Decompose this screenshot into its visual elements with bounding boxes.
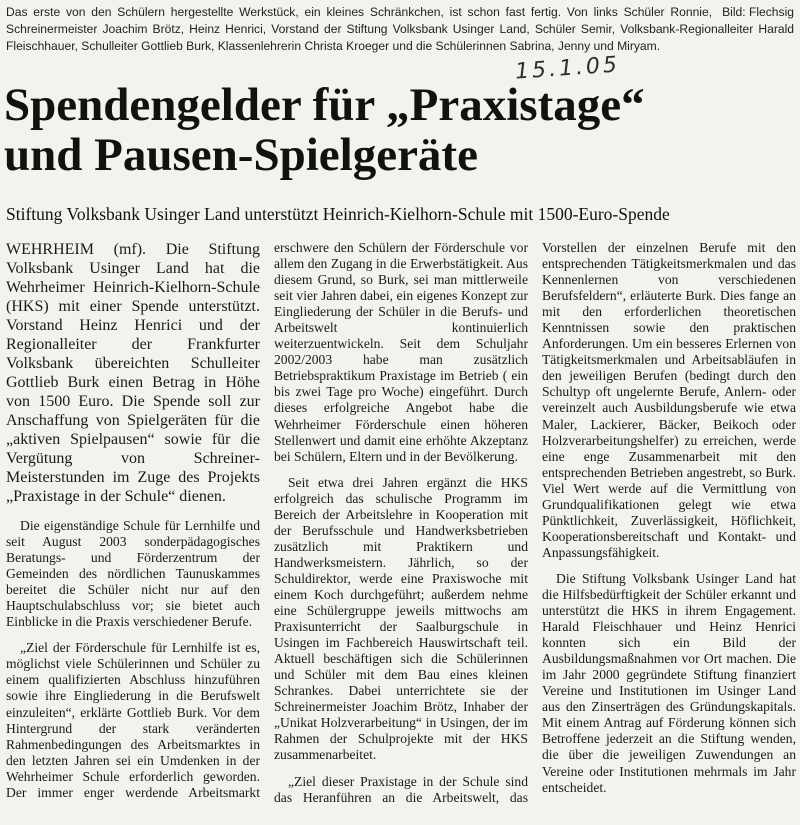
- photo-credit: Bild: Flechsig: [722, 5, 794, 19]
- lead-text: Die Stiftung Volksbank Usinger Land hat die Wehrheimer Heinrich-Kielhorn-Schule (HKS) mit einer Spende unterstützt. Vorstand Heinz Henrici und der Regionalleiter der Frankfurter Volksbank übereichten Schulleiter Gottlieb Burk einen Betrag in Höhe von 1500 Euro. Die Spende soll zur Anschaffung von Spielgeräten für die „aktiven Spielpausen“ sowie für die Vergütung von Schreiner-Meisterstunden im Zuge des Projekts „Praxistage in der Schule“ dienen.: [6, 241, 261, 505]
- photo-caption: [6, 4, 794, 55]
- headline: [4, 80, 796, 180]
- article-paragraph: Die Stiftung Volksbank Usinger Land hat die Hilfsbedürftigkeit der Schüler erkannt und unterstützt die HKS in ihrem Engagement. Harald Fleischhauer und Heinz Henrici konnten sich ein Bild der Ausbildungsmaßnahmen vor Ort machen. Die im Jahr 2000 gegründete Stiftung finanziert Vereine und Institutionen im Usinger Land aus den Zinserträgen des Gründungskapitals. Mit einem Antrag auf Förderung können sich Betroffene jederzeit an die Stiftung wenden, die über die jeweiligen Zuwendungen an Vereine oder Institutionen mehrmals im Jahr entscheidet.: [542, 570, 796, 795]
- caption-text: Das erste von den Schülern hergestellte Werkstück, ein kleines Schränkchen, ist schon fast fertig. Von links Schüler Ronnie, Schreinermeister Joachim Brötz, Heinz Henrici, Vorstand der Stiftung Volksbank Usinger Land, Schüler Semir, Volksbank-Regionalleiter Harald Fleischhauer, Schulleiter Gottlieb Burk, Klassenlehrerin Christa Kroeger und die Schülerinnen Sabrina, Jenny und Miryam.: [6, 5, 794, 53]
- article-paragraph: Seit etwa drei Jahren ergänzt die HKS erfolgreich das schulische Programm im Bereich der Arbeitslehre in Kooperation mit der Berufsschule und Handwerksbetrieben zusätzlich mit Praktikern und Handwerksmeistern. Jährlich, so der Schuldirektor, werde eine Praxiswoche mit einem Koch durchgeführt; außerdem nehme eine Schülergruppe jeweils mittwochs am Praxisunterricht der Saalburgschule in Usingen im Fachbereich Hauswirtschaft teil. Aktuell beschäftigen sich die Schülerinnen und Schüler mit dem Bau eines kleinen Schrankes. Dabei unterrichtete sie der Schreinermeister Joachim Brötz, Inhaber der „Unikat Holzverarbeitung“ in Usingen, der im Rahmen der Schulprojekte mit der HKS zusammenarbeitet.: [274, 474, 528, 763]
- lead-paragraph: [6, 240, 260, 506]
- headline-line-2: und Pausen-Spielgeräte: [4, 129, 478, 181]
- article-paragraph: „Ziel der Förderschule für Lernhilfe ist es, möglichst viele Schülerinnen und Schüler zu einem qualifizierten Abschluss hinzuführen sowie ihre Eingliederung in die Berufswelt einzuleiten“, erklärte Gottlieb Burk. Vor dem Hintergrund der stark veränderten Rahmenbedingungen des Arbeitsmarktes in den letzten Jahren sei ein Umdenken in der Wehrheimer Schule erforderlich geworden. Der immer enger werdende Arbeitsmarkt erschwere den Schülern der Förderschule vor allem den Zugang in die Erwerbstätigkeit. Aus diesem Grund, so Burk, sei man mittlerweile seit vier Jahren dabei, ein eigenes Konzept zur Eingliederung der Schüler in die Berufs- und Arbeitswelt kontinuierlich weiterzuentwickeln. Seit dem Schuljahr 2002/2003 habe man zusätzlich Betriebspraktikum Praxistage im Betrieb ( ein bis zwei Tage pro Woche) eingeführt. Durch dieses erfolgreiche Angebot habe die Wehrheimer Förderschule einen höheren Stellenwert und damit eine erhöhte Akzeptanz bei Schülern, Eltern und in der Bevölkerung.: [6, 240, 528, 800]
- handwritten-date: 15.1.05: [514, 52, 621, 85]
- headline-line-1: Spendengelder für „Praxistage“: [4, 79, 645, 131]
- dateline: WEHRHEIM (mf).: [6, 241, 147, 258]
- article-body: [6, 240, 796, 825]
- subheadline: Stiftung Volksbank Usinger Land unterstützt Heinrich-Kielhorn-Schule mit 1500-Euro-Spende: [6, 204, 670, 224]
- article-paragraph: „Ziel dieser Praxistage in der Schule sind das Heranführen an die Arbeitswelt, das Vorstellen der einzelnen Berufe mit den entsprechenden Tätigkeitsmerkmalen und das Kennenlernen von verschiedenen Berufsfeldern“, erläuterte Burk. Dies fange an mit den erforderlichen theoretischen Kenntnissen sowie den praktischen Anforderungen. Um ein besseres Erlernen von Tätigkeitsmerkmalen und Arbeitsabläufen in den jeweiligen Berufen (bedingt durch den Schultyp oft ungelernte Berufe, Anlern- oder vereinzelt auch Ausbildungsberufe wie etwa Maler, Lackierer, Bäcker, Beikoch oder Holzverarbeitungshelfer) zu erreichen, werde eine enge Zusammenarbeit mit den entsprechenden Betrieben angestrebt, so Burk. Viel Wert werde auf die Vermittlung von Grundqualifikationen gelegt wie etwa Pünktlichkeit, Zuverlässigkeit, Höflichkeit, Kooperationsbereitschaft und Kontakt- und Anpassungsfähigkeit.: [274, 240, 796, 805]
- article-paragraph: Die eigenständige Schule für Lernhilfe und seit August 2003 sonderpädagogisches Beratungs- und Förderzentrum der Gemeinden des nördlichen Taunuskammes bereitet die Schüler nicht nur auf den Hauptschulabschluss vor; sie bietet auch Einblicke in die Praxis verschiedener Berufe.: [6, 518, 260, 630]
